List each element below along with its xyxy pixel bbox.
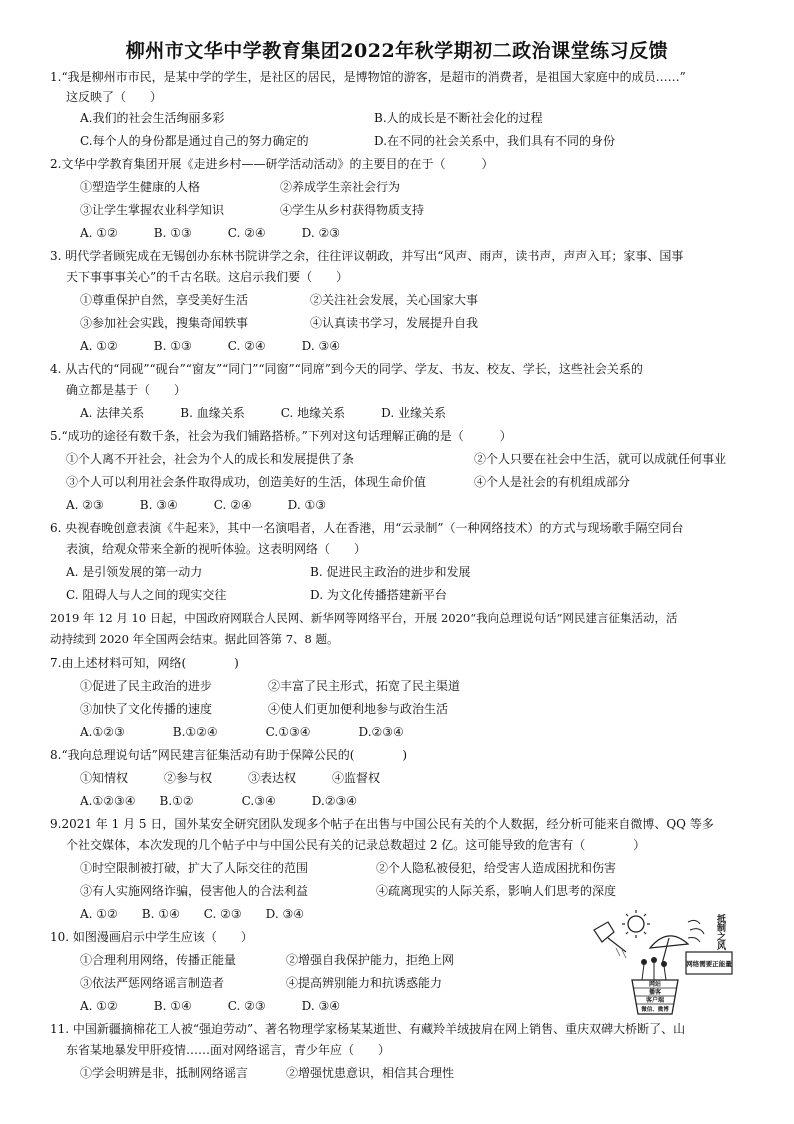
q10-item-1: ①合理利用网络，传播正能量 xyxy=(80,953,237,967)
q2-item-1: ①塑造学生健康的人格 xyxy=(80,180,201,194)
q4-stem: 4. 从古代的“同砚”“砚台”“窗友”“同门”“同窗”“同席”到今天的同学、学友、书友、校友、学长，这些社会关系的 xyxy=(50,362,643,376)
pot-label-1: 网站 xyxy=(648,981,662,988)
q9-item-4: ④疏离现实的人际关系，影响人们思考的深度 xyxy=(376,884,617,898)
q5-item-4: ④个人是社会的有机组成部分 xyxy=(474,475,631,489)
q9-item-2: ②个人隐私被侵犯，给受害人造成困扰和伤害 xyxy=(376,861,617,875)
q3-choices: A. ①② B. ①③ C. ②④ D. ③④ xyxy=(80,339,341,353)
q11-item-1: ①学会明辨是非，抵制网络谣言 xyxy=(80,1066,249,1080)
q1-stem-cont: 这反映了（ ） xyxy=(66,90,163,104)
q3-item-4: ④认真读书学习，发展提升自我 xyxy=(310,316,479,330)
q7-stem: 7.由上述材料可知，网络( ) xyxy=(50,656,239,670)
q2-item-2: ②养成学生亲社会行为 xyxy=(280,180,401,194)
cartoon-side-text: 抵制之风 xyxy=(715,914,725,950)
q1-option-c: C.每个人的身份都是通过自己的努力确定的 xyxy=(80,134,309,148)
q4-stem-cont: 确立都是基于（ ） xyxy=(66,383,187,397)
q9-stem: 9.2021 年 1 月 5 日，国外某安全研究团队发现多个帖子在出售与中国公民有关的个人数据，经分析可能来自微博、QQ 等多 xyxy=(50,817,714,831)
q2-choices: A. ①② B. ①③ C. ②④ D. ②③ xyxy=(80,226,341,240)
q6-stem-cont: 表演，给观众带来全新的视听体验。这表明网络（ ） xyxy=(66,542,367,556)
q5-item-1: ①个人离不开社会，社会为个人的成长和发展提供了条 xyxy=(66,452,355,466)
q3-item-2: ②关注社会发展，关心国家大事 xyxy=(310,293,479,307)
pot-label-4: 微信、微博 xyxy=(641,1007,669,1013)
q9-stem-cont: 个社交媒体，本次发现的几个帖子中与中国公民有关的记录总数超过 2 亿。这可能导致的危害有（ ） xyxy=(66,838,646,852)
material-text: 2019 年 12 月 10 日起，中国政府网联合人民网、新华网等网络平台，开展 2020“我向总理说句话”网民建言征集活动，活 xyxy=(50,611,678,625)
q5-stem: 5.“成功的途径有数千条，社会为我们铺路搭桥。”下列对这句话理解正确的是（ ） xyxy=(50,429,512,443)
q3-stem: 3. 明代学者顾宪成在无锡创办东林书院讲学之余，往往评议朝政，并写出“风声、雨声，读书声，声声入耳；家事、国事 xyxy=(50,249,684,263)
q10-item-4: ④提高辨别能力和抗诱惑能力 xyxy=(286,976,443,990)
q4-choices: A. 法律关系 B. 血缘关系 C. 地缘关系 D. 业缘关系 xyxy=(80,406,446,420)
q8-options: ①知情权 ②参与权 ③表达权 ④监督权 xyxy=(80,771,381,785)
q1-stem: 1.“我是柳州市市民，是某中学的学生，是社区的居民，是博物馆的游客，是超市的消费者，是祖国大家庭中的成员……” xyxy=(50,70,686,84)
q11-stem: 11. 中国新疆摘棉花工人被“强迫劳动”、著名物理学家杨某某逝世、有藏羚羊绒披肩在网上销售、重庆双碑大桥断了、山 xyxy=(50,1022,686,1036)
q5-item-3: ③个人可以利用社会条件取得成功，创造美好的生活，体现生命价值 xyxy=(66,475,427,489)
q10-stem: 10. 如图漫画启示中学生应该（ ） xyxy=(50,930,253,944)
q6-stem: 6. 央视春晚创意表演《牛起来》，其中一名演唱者，人在香港，用“云录制”（一种网络技术）的方式与现场歌手隔空同台 xyxy=(50,521,684,535)
q1-option-d: D.在不同的社会关系中，我们具有不同的身份 xyxy=(374,134,616,148)
q7-item-4: ④使人们更加便利地参与政治生活 xyxy=(268,702,449,716)
q6-option-b: B. 促进民主政治的进步和发展 xyxy=(310,565,471,579)
q1-option-a: A.我们的社会生活绚丽多彩 xyxy=(80,111,225,125)
q6-option-a: A. 是引领发展的第一动力 xyxy=(66,565,203,579)
watering-can-icon xyxy=(594,922,626,958)
q2-item-3: ③让学生掌握农业科学知识 xyxy=(80,203,225,217)
q7-item-3: ③加快了文化传播的速度 xyxy=(80,702,213,716)
q6-option-c: C. 阻碍人与人之间的现实交往 xyxy=(66,588,227,602)
q3-item-3: ③参加社会实践，搜集奇闻轶事 xyxy=(80,316,249,330)
q10-choices: A. ①② B. ①④ C. ②③ D. ③④ xyxy=(80,999,341,1013)
cartoon-illustration xyxy=(592,908,734,1016)
q11-item-2: ②增强忧患意识，相信其合理性 xyxy=(286,1066,455,1080)
page-title: 柳州市文华中学教育集团2022年秋学期初二政治课堂练习反馈 xyxy=(125,40,669,62)
wind-icon xyxy=(688,920,704,942)
q5-item-2: ②个人只要在社会中生活，就可以成就任何事业 xyxy=(474,452,727,466)
q8-stem: 8.“我向总理说句话”网民建言征集活动有助于保障公民的( ) xyxy=(50,748,408,762)
cartoon-sign-text: 网络需要正能量 xyxy=(686,960,732,968)
q9-item-1: ①时空限制被打破，扩大了人际交往的范围 xyxy=(80,861,309,875)
q9-choices: A. ①② B. ①④ C. ②③ D. ③④ xyxy=(80,907,305,921)
q11-stem-cont: 东省某地暴发甲肝疫情……面对网络谣言，青少年应（ ） xyxy=(66,1043,391,1057)
q6-option-d: D. 为文化传播搭建新平台 xyxy=(310,588,447,602)
pot-label-2: 播客 xyxy=(648,989,662,996)
q7-item-2: ②丰富了民主形式，拓宽了民主渠道 xyxy=(268,679,461,693)
q2-stem: 2.文华中学教育集团开展《走进乡村——研学活动活动》的主要目的在于（ ） xyxy=(50,157,494,171)
q3-stem-cont: 天下事事事关心”的千古名联。这启示我们要（ ） xyxy=(66,270,349,284)
material-text-cont: 动持续到 2020 年全国两会结束。据此回答第 7、8 题。 xyxy=(50,632,339,646)
q10-item-2: ②增强自我保护能力，拒绝上网 xyxy=(286,953,455,967)
pot-label-3: 客户端 xyxy=(645,997,665,1004)
q3-item-1: ①尊重保护自然，享受美好生活 xyxy=(80,293,249,307)
q7-item-1: ①促进了民主政治的进步 xyxy=(80,679,213,693)
q1-option-b: B.人的成长是不断社会化的过程 xyxy=(374,111,543,125)
q9-item-3: ③有人实施网络诈骗，侵害他人的合法利益 xyxy=(80,884,309,898)
sun-icon xyxy=(622,910,650,938)
q7-choices: A.①②③ B.①②④ C.①③④ D.②③④ xyxy=(80,725,404,739)
q8-choices: A.①②③④ B.①② C.③④ D.②③④ xyxy=(80,794,358,808)
q5-choices: A. ②③ B. ③④ C. ②④ D. ①③ xyxy=(66,498,327,512)
q2-item-4: ④学生从乡村获得物质支持 xyxy=(280,203,425,217)
q10-item-3: ③依法严惩网络谣言制造者 xyxy=(80,976,225,990)
